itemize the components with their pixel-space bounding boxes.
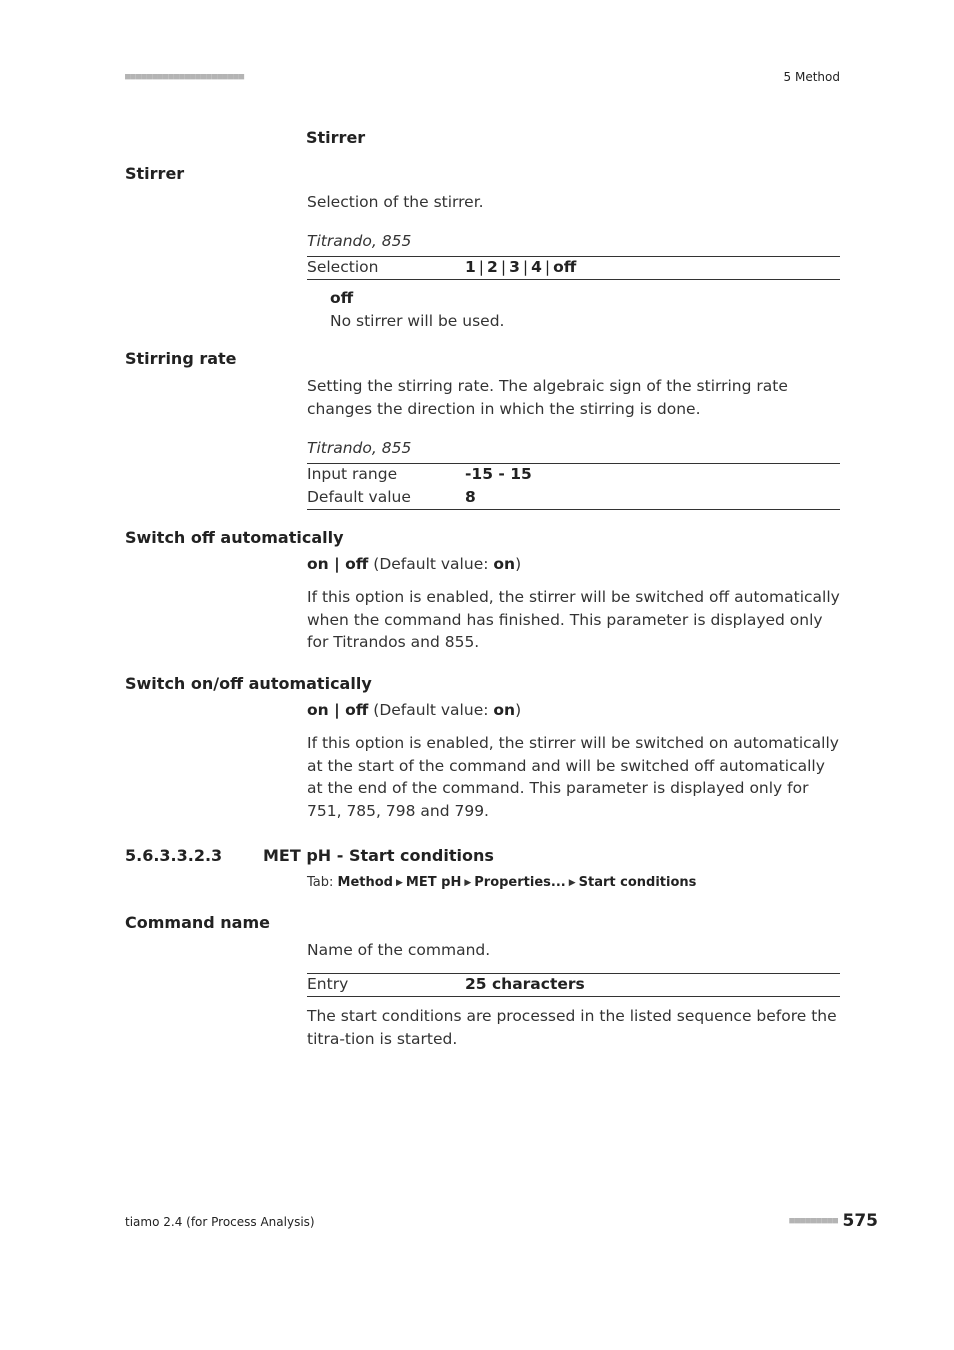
option-detail-title: off bbox=[330, 289, 354, 307]
section-number: 5.6.3.3.2.3 bbox=[125, 846, 223, 865]
arrow-right-icon: ▶ bbox=[568, 878, 576, 888]
table-row bbox=[307, 486, 840, 509]
command-name-note: The start conditions are processed in the listed sequence before the titra-tion is started. bbox=[307, 1007, 837, 1048]
arrow-right-icon: ▶ bbox=[464, 878, 472, 888]
table-row bbox=[307, 463, 840, 486]
option-separator: | bbox=[500, 258, 507, 277]
param-command-name-title: Command name bbox=[125, 913, 270, 932]
switch-onoff-default-value: on bbox=[493, 701, 516, 719]
option-1: 1 bbox=[465, 258, 476, 277]
table-rule bbox=[307, 509, 840, 510]
section-title: MET pH - Start conditions bbox=[263, 846, 494, 865]
input-range-value: -15 - 15 bbox=[465, 465, 532, 484]
param-stirring-rate-title: Stirring rate bbox=[125, 349, 237, 368]
default-value-label: Default value bbox=[307, 487, 411, 506]
footer-product: tiamo 2.4 (for Process Analysis) bbox=[125, 1215, 315, 1229]
header-decoration: ■■■■■■■■■■■■■■■■■■■■■■ bbox=[125, 72, 245, 82]
breadcrumb-met-ph: MET pH bbox=[405, 875, 462, 890]
breadcrumb-method: Method bbox=[337, 875, 393, 890]
command-name-table bbox=[307, 973, 840, 996]
option-separator: | bbox=[522, 258, 529, 277]
tab-prefix: Tab: bbox=[307, 875, 334, 890]
stirrer-selection-table bbox=[307, 256, 840, 279]
switch-onoff-description: If this option is enabled, the stirrer will be switched on automatically at the start of the command and will be switched off automatically at the end of the command. This parameter is displayed only for 751, 785, 798 and 799. bbox=[307, 734, 839, 820]
param-stirrer-description: Selection of the stirrer. bbox=[307, 193, 484, 211]
group-heading: Stirrer bbox=[306, 128, 366, 147]
table-rule bbox=[307, 996, 840, 997]
switch-onoff-options: on | off bbox=[307, 701, 369, 719]
param-stirring-rate-description: Setting the stirring rate. The algebraic sign of the stirring rate changes the direction in which the stirring is done. bbox=[307, 377, 788, 418]
switch-off-values bbox=[307, 555, 521, 573]
command-name-description: Name of the command. bbox=[307, 941, 491, 959]
stirrer-table-caption: Titrando, 855 bbox=[307, 232, 412, 250]
breadcrumb-properties: Properties... bbox=[474, 875, 566, 890]
option-4: 4 bbox=[531, 258, 542, 277]
param-stirrer-title: Stirrer bbox=[125, 164, 185, 183]
option-separator: | bbox=[544, 258, 551, 277]
switch-off-default-suffix: ) bbox=[515, 555, 522, 573]
switch-onoff-values bbox=[307, 701, 521, 719]
chapter-title: 5 Method bbox=[783, 70, 840, 84]
option-off: off bbox=[553, 258, 577, 277]
default-value-value: 8 bbox=[465, 487, 476, 506]
entry-label: Entry bbox=[307, 975, 349, 994]
param-switch-off-title: Switch off automatically bbox=[125, 528, 344, 547]
switch-onoff-default-suffix: ) bbox=[515, 701, 522, 719]
footer-decoration: ■■■■■■■■■ bbox=[789, 1216, 838, 1226]
option-2: 2 bbox=[487, 258, 498, 277]
arrow-right-icon: ▶ bbox=[396, 878, 403, 888]
input-range-label: Input range bbox=[307, 465, 398, 484]
option-detail-text: No stirrer will be used. bbox=[330, 312, 505, 330]
switch-off-default-value: on bbox=[493, 555, 516, 573]
breadcrumb-start-conditions: Start conditions bbox=[578, 875, 697, 890]
switch-off-description: If this option is enabled, the stirrer will be switched off automatically when the command has finished. This parameter is displayed only for Titrandos and 855. bbox=[307, 588, 840, 651]
table-row bbox=[307, 973, 840, 996]
stirring-rate-table-caption: Titrando, 855 bbox=[307, 439, 412, 457]
page-number: 575 bbox=[842, 1211, 878, 1231]
table-row bbox=[307, 256, 840, 279]
switch-off-options: on | off bbox=[307, 555, 369, 573]
switch-onoff-default-prefix: (Default value: bbox=[373, 701, 494, 719]
switch-off-default-prefix: (Default value: bbox=[373, 555, 494, 573]
selection-label: Selection bbox=[307, 258, 379, 277]
selection-values bbox=[465, 256, 840, 279]
entry-value: 25 characters bbox=[465, 975, 585, 994]
stirring-rate-table bbox=[307, 463, 840, 508]
tab-breadcrumb bbox=[307, 875, 696, 890]
param-switch-onoff-title: Switch on/off automatically bbox=[125, 674, 372, 693]
option-separator: | bbox=[478, 258, 485, 277]
option-3: 3 bbox=[509, 258, 520, 277]
table-rule bbox=[307, 279, 840, 280]
